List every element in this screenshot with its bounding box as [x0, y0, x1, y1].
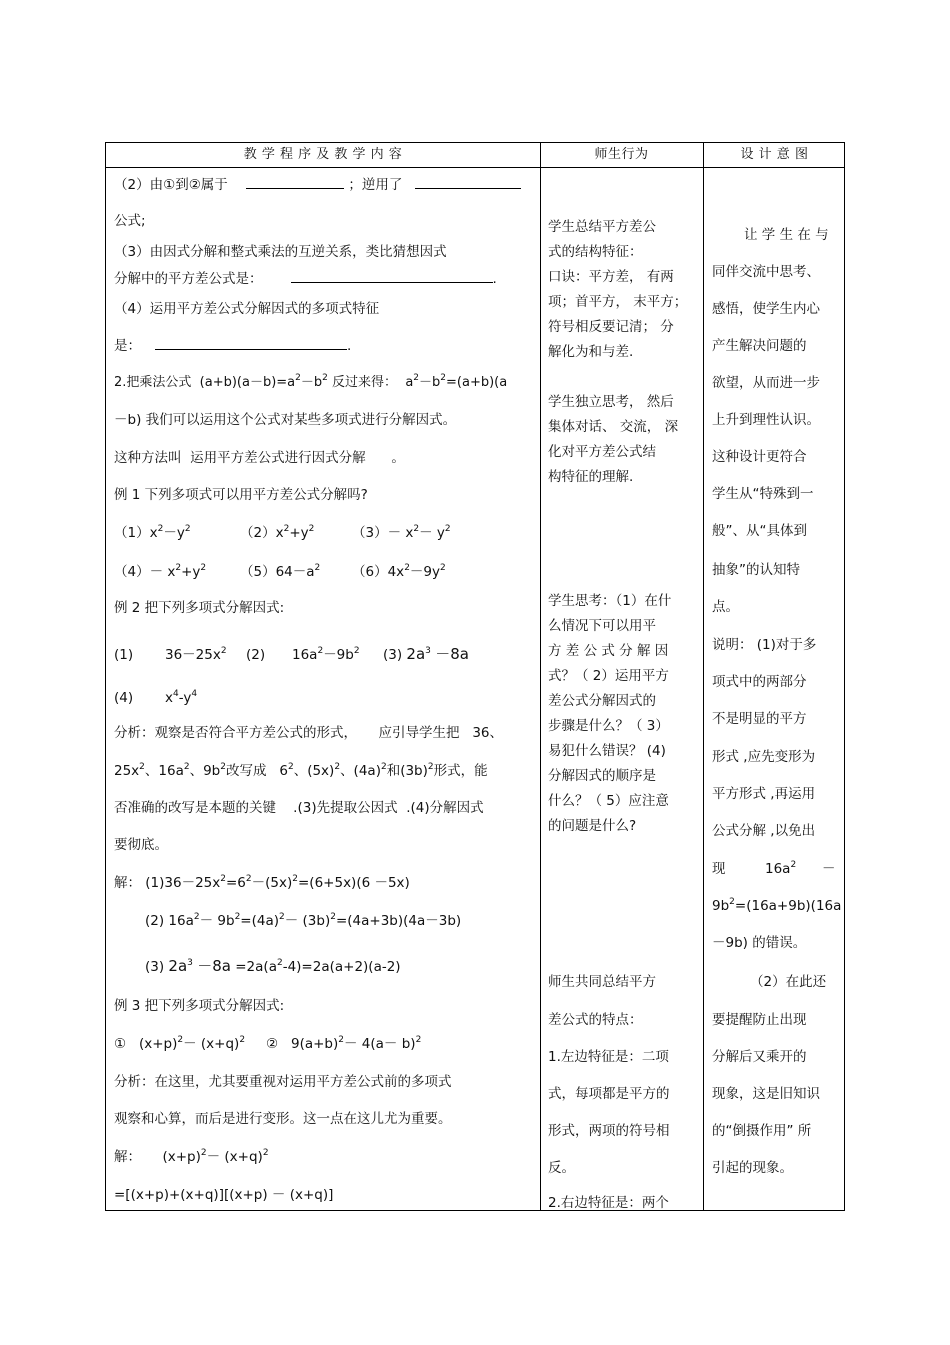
text: －(5x): [251, 875, 293, 891]
superscript: 2: [790, 860, 797, 870]
mid-line: 易犯什么错误？ (4): [548, 743, 666, 759]
superscript: 2: [200, 563, 207, 573]
mid-line: 集体对话、 交流， 深: [548, 419, 679, 435]
mid-line: 学生总结平方差公: [548, 219, 656, 235]
text: 和: [386, 763, 401, 779]
example-item: [352, 524, 451, 542]
example-item: [383, 645, 469, 664]
text: x: [275, 525, 284, 541]
superscript: 2: [139, 762, 145, 772]
mid-line: 方 差 公 式 分 解 因: [548, 643, 669, 659]
right-line: 同伴交流中思考、: [712, 264, 820, 280]
text: －9b: [323, 647, 354, 663]
analysis-line: [114, 799, 484, 817]
right-line: 平方形式 ,再运用: [712, 786, 816, 802]
text: x: [165, 690, 173, 706]
content-line: [114, 270, 497, 288]
text: +y: [289, 525, 309, 541]
example-item: (2): [246, 647, 266, 663]
superscript: 2: [283, 524, 290, 534]
example-item: [114, 563, 206, 581]
right-line: 要提醒防止出现: [712, 1012, 807, 1028]
text: 64－a: [275, 564, 315, 580]
text: 4x: [387, 564, 405, 580]
superscript: 2: [193, 912, 200, 922]
text: -y: [178, 690, 192, 706]
right-line: 这种设计更符合: [712, 449, 807, 465]
solution-line: =[(x+p)+(x+q)][(x+p) － (x+q)]: [114, 1187, 334, 1203]
text: （6）: [352, 564, 388, 580]
example-item: [165, 646, 227, 664]
example-item: [240, 563, 320, 581]
example-item: [266, 1035, 421, 1053]
superscript: 2: [220, 646, 227, 656]
content-line: [114, 374, 507, 392]
right-line: 说明： (1)对于多: [712, 637, 817, 653]
text: － (x+q): [206, 1149, 263, 1165]
mid-line: 反。: [548, 1160, 575, 1176]
column-divider: [703, 143, 704, 1210]
superscript: 2: [184, 524, 191, 534]
text: =(4a+3b)(4a－3b): [335, 913, 462, 929]
text: x: [149, 525, 158, 541]
text: (3): [383, 647, 403, 663]
text: 2a: [168, 957, 188, 975]
text: 2a: [406, 645, 426, 663]
superscript: 4: [191, 689, 198, 699]
text: 形式，能: [433, 763, 488, 779]
content-line: －b) 我们可以运用这个公式对某些多项式进行分解因式。: [114, 412, 457, 428]
text: 运用平方差公式进行因式分解: [190, 450, 366, 466]
example-item: [240, 524, 314, 542]
text: =6: [226, 875, 246, 891]
right-line: 不是明显的平方: [712, 711, 807, 727]
text: =(a+b)(a: [446, 375, 508, 390]
example-item: [114, 1035, 245, 1053]
superscript: 2: [353, 646, 360, 656]
text: +y: [181, 564, 201, 580]
mid-line: 分解因式的顺序是: [548, 768, 656, 784]
example-2-title: 例 2 把下列多项式分解因式:: [114, 600, 285, 616]
text: ②: [266, 1036, 279, 1052]
superscript: 2: [295, 373, 301, 383]
text: 。: [391, 450, 405, 466]
analysis-line: 观察和心算，而后是进行变形。这一点在这儿尤为重要。: [114, 1111, 452, 1127]
superscript: 2: [330, 912, 336, 922]
text: 25x: [114, 763, 140, 779]
text: 反过来得：: [332, 375, 398, 390]
text: 6: [279, 763, 288, 779]
superscript: 2: [292, 874, 298, 884]
right-line: 形式 ,应先变形为: [712, 749, 816, 765]
header-divider: [106, 167, 844, 168]
right-line: 公式分解 ,以免出: [712, 823, 816, 839]
superscript: 2: [308, 524, 315, 534]
mid-line: 差公式的特点：: [548, 1012, 643, 1028]
analysis-line: [114, 762, 488, 780]
superscript: 2: [334, 762, 341, 772]
fill-blank: [415, 176, 521, 189]
right-line: 产生解决问题的: [712, 338, 807, 354]
content-line: （4）运用平方差公式分解因式的多项式特征: [114, 301, 380, 317]
analysis-line: 要彻底。: [114, 837, 168, 853]
content-line: 公式;: [114, 213, 146, 229]
text: 改写成: [226, 763, 267, 779]
text: －8a: [197, 957, 231, 975]
text: 9(a+b): [290, 1036, 339, 1052]
solution-line: [114, 1148, 269, 1166]
superscript: 2: [262, 1148, 269, 1158]
superscript: 2: [287, 762, 294, 772]
text: －b: [419, 375, 441, 390]
right-line: （2）在此还: [750, 974, 827, 990]
superscript: 3: [187, 958, 193, 968]
right-line: 抽象”的认知特: [712, 562, 800, 578]
superscript: 4: [173, 689, 179, 699]
superscript: 2: [279, 912, 285, 922]
header-teacher-student: 师生行为: [594, 147, 649, 162]
text: ①: [114, 1036, 127, 1052]
text: 、9b: [189, 763, 221, 779]
right-line: 的“倒摄作用” 所: [712, 1123, 812, 1139]
right-line: 感悟，使学生内心: [712, 301, 820, 317]
mid-line: 1.左边特征是：二项: [548, 1049, 669, 1065]
text: (2) 16a: [145, 913, 194, 929]
text: 2.把乘法公式: [114, 375, 192, 390]
mid-line: 师生共同总结平方: [548, 974, 656, 990]
text: 、(4a): [340, 763, 381, 779]
text: （1）: [114, 525, 150, 541]
mid-line: 式？（ 2）运用平方: [548, 668, 669, 684]
text: （3）: [352, 525, 388, 541]
mid-line: 步骤是什么？（ 3）: [548, 718, 669, 734]
text: a: [405, 375, 414, 390]
superscript: 2: [415, 1035, 422, 1045]
text: 36－25x: [165, 647, 221, 663]
text: -4)=2a(a+2)(a-2): [282, 959, 401, 975]
right-line: 点。: [712, 599, 739, 615]
text: 、16a: [144, 763, 184, 779]
mid-line: 学生独立思考， 然后: [548, 394, 674, 410]
text: － (3b): [284, 913, 331, 929]
example-item: (1): [114, 647, 134, 663]
text: ；逆用了: [348, 177, 403, 193]
text: .: [347, 338, 352, 354]
text: 9b: [712, 898, 730, 914]
fill-blank: [246, 176, 344, 189]
superscript: 2: [729, 897, 735, 907]
superscript: 2: [413, 524, 420, 534]
right-line: 项式中的两部分: [712, 674, 807, 690]
text: － y: [419, 525, 445, 541]
right-line: 欲望，从而进一步: [712, 375, 820, 391]
text: － 4(a－ b): [344, 1036, 416, 1052]
superscript: 2: [175, 563, 182, 573]
text: －y: [163, 525, 185, 541]
text: 、(5x): [293, 763, 335, 779]
text: （4）: [114, 564, 150, 580]
superscript: 2: [220, 874, 226, 884]
superscript: 2: [404, 563, 410, 573]
text: (3b): [400, 763, 428, 779]
superscript: 3: [425, 646, 431, 656]
right-line: 分解后又乘开的: [712, 1049, 807, 1065]
text: .(4)分解因式: [406, 800, 484, 816]
right-line: －9b) 的错误。: [712, 935, 807, 951]
superscript: 2: [200, 1148, 207, 1158]
superscript: 2: [177, 1035, 184, 1045]
text: （2）: [240, 525, 276, 541]
mid-line: 构特征的理解.: [548, 469, 634, 485]
text: 分解中的平方差公式是：: [114, 271, 263, 287]
solution-line: [145, 957, 401, 976]
text: (a+b)(a－b)=a: [199, 375, 296, 390]
mid-line: 式，每项都是平方的: [548, 1086, 670, 1102]
text: －b: [300, 375, 323, 390]
text: 36、: [472, 725, 504, 741]
example-item: (4): [114, 690, 134, 706]
text: 解： (1)36－25x: [114, 875, 221, 891]
text: =(4a): [240, 913, 280, 929]
text: =2a(a: [235, 959, 277, 975]
superscript: 2: [440, 373, 447, 383]
header-design-intent: 设 计 意 图: [740, 147, 809, 162]
mid-line: 解化为和与差.: [548, 344, 634, 360]
mid-line: 符号相反要记清； 分: [548, 319, 674, 335]
superscript: 2: [276, 958, 283, 968]
superscript: 2: [314, 563, 321, 573]
text: 这种方法叫: [114, 450, 182, 466]
header-teaching-content: 教 学 程 序 及 教 学 内 容: [243, 147, 403, 162]
text: .: [492, 271, 497, 287]
mid-line: 什么？（ 5）应注意: [548, 793, 669, 809]
content-line: [114, 449, 405, 467]
text: － (x+q): [183, 1036, 240, 1052]
content-line: [114, 176, 521, 194]
text: 解：: [114, 1149, 141, 1165]
mid-line: 差公式分解因式的: [548, 693, 656, 709]
mid-line: 式的结构特征：: [548, 244, 643, 260]
superscript: 2: [338, 1035, 344, 1045]
text: －8a: [435, 645, 469, 663]
superscript: 2: [322, 373, 328, 383]
example-item: [292, 646, 360, 664]
mid-line: 项；首平方， 末平方；: [548, 294, 688, 310]
mid-line: 形式，两项的符号相: [548, 1123, 670, 1139]
right-line: [712, 897, 841, 915]
text: 是：: [114, 338, 141, 354]
solution-line: [114, 874, 410, 892]
right-line: 现象，这是旧知识: [712, 1086, 820, 1102]
superscript: 2: [239, 1035, 246, 1045]
solution-line: [145, 912, 461, 930]
text: 16a: [765, 861, 791, 877]
superscript: 2: [413, 373, 420, 383]
text: －9y: [409, 564, 441, 580]
right-line: 学生从“特殊到一: [712, 486, 814, 502]
fill-blank: [291, 270, 493, 283]
text: （2）由①到②属于: [114, 177, 228, 193]
superscript: 2: [427, 762, 434, 772]
superscript: 2: [157, 524, 164, 534]
example-item: [352, 563, 446, 581]
right-line: [765, 860, 796, 878]
superscript: 2: [380, 762, 387, 772]
right-line: 般”、从“具体到: [712, 523, 807, 539]
text: (x+p): [162, 1149, 201, 1165]
superscript: 2: [183, 762, 190, 772]
right-line: 让 学 生 在 与: [744, 227, 829, 243]
text: 分析：观察是否符合平方差公式的形式，: [114, 725, 357, 741]
text: － x: [149, 564, 176, 580]
column-divider: [540, 143, 541, 1210]
text: － 9b: [199, 913, 235, 929]
example-1-title: 例 1 下列多项式可以用平方差公式分解吗?: [114, 487, 368, 503]
text: .(3)先提取公因式: [293, 800, 398, 816]
mid-line: 学生思考：（1）在什: [548, 593, 672, 609]
mid-line: 2.右边特征是：两个: [548, 1195, 669, 1211]
text: (x+p): [138, 1036, 178, 1052]
content-line: [114, 337, 351, 355]
superscript: 2: [317, 646, 324, 656]
superscript: 2: [440, 563, 446, 573]
right-line: －: [822, 861, 836, 877]
mid-line: 么情况下可以用平: [548, 618, 656, 634]
mid-line: 化对平方差公式结: [548, 444, 656, 460]
content-line: （3）由因式分解和整式乘法的互逆关系，类比猜想因式: [114, 244, 447, 260]
superscript: 2: [220, 762, 226, 772]
text: =(6+5x)(6 －5x): [298, 875, 410, 891]
analysis-line: 分析：在这里，尤其要重视对运用平方差公式前的多项式: [114, 1074, 452, 1090]
text: － x: [387, 525, 414, 541]
text: 16a: [292, 647, 318, 663]
text: （5）: [240, 564, 276, 580]
right-line: 引起的现象。: [712, 1160, 793, 1176]
right-line: 上升到理性认识。: [712, 412, 820, 428]
example-item: [165, 689, 197, 707]
text: =(16a+9b)(16a: [734, 898, 842, 914]
superscript: 2: [234, 912, 241, 922]
mid-line: 口诀：平方差， 有两: [548, 269, 674, 285]
fill-blank: [155, 337, 347, 350]
right-line: 现: [712, 861, 726, 877]
superscript: 2: [444, 524, 451, 534]
text: 应引导学生把: [378, 725, 460, 741]
text: (3): [145, 959, 165, 975]
text: 否准确的改写是本题的关键: [114, 800, 276, 816]
analysis-line: [114, 724, 503, 742]
example-item: [114, 524, 191, 542]
mid-line: 的问题是什么?: [548, 818, 637, 834]
example-3-title: 例 3 把下列多项式分解因式:: [114, 998, 285, 1014]
superscript: 2: [245, 874, 252, 884]
